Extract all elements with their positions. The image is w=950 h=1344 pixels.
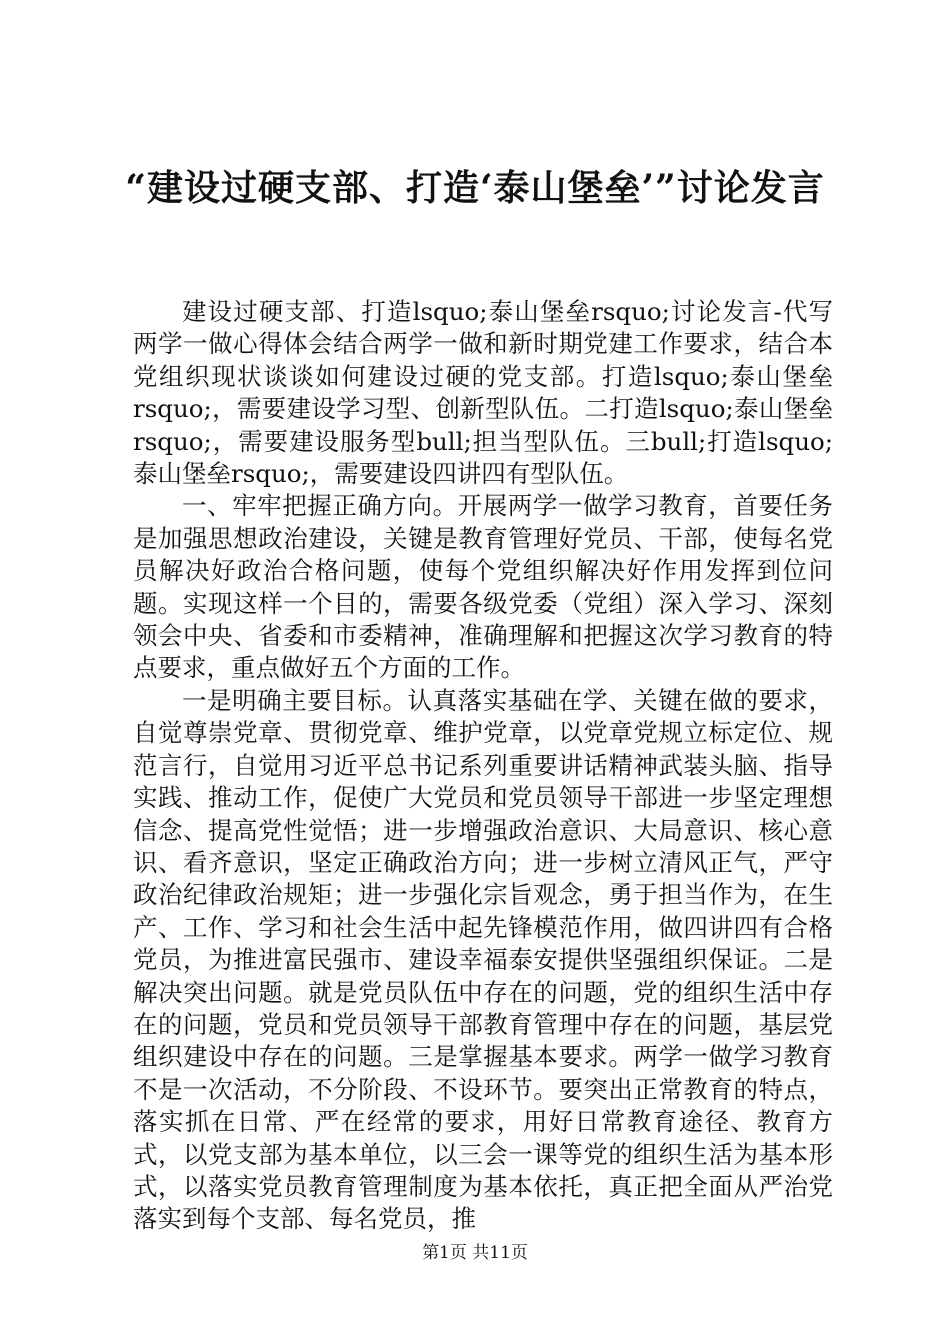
page-footer xyxy=(0,1243,950,1263)
paragraph-section-one: 一、牢牢把握正确方向。开展两学一做学习教育，首要任务是加强思想政治建设，关键是教育管理好党员、干部，使每名党员解决好政治合格问题，使每个党组织解决好作用发挥到位问题。实现这样一个目的，需要各级党委（党组）深入学习、深刻领会中央、省委和市委精神，准确理解和把握这次学习教育的特点要求，重点做好五个方面的工作。 xyxy=(133,491,833,683)
document-body xyxy=(133,296,833,1236)
document-title: “建设过硬支部、打造‘泰山堡垒’”讨论发言 xyxy=(125,167,825,209)
paragraph-intro: 建设过硬支部、打造lsquo;泰山堡垒rsquo;讨论发言-代写两学一做心得体会结合两学一做和新时期党建工作要求，结合本党组织现状谈谈如何建设过硬的党支部。打造lsquo;泰山堡垒rsquo;，需要建设学习型、创新型队伍。二打造lsquo;泰山堡垒rsquo;，需要建设服务型bull;担当型队伍。三bull;打造lsquo;泰山堡垒rsquo;，需要建设四讲四有型队伍。 xyxy=(133,297,833,489)
page-number: 第1页 共11页 xyxy=(422,1243,528,1263)
paragraph-goals: 一是明确主要目标。认真落实基础在学、关键在做的要求，自觉尊崇党章、贯彻党章、维护党章，以党章党规立标定位、规范言行，自觉用习近平总书记系列重要讲话精神武装头脑、指导实践、推动工作，促使广大党员和党员领导干部进一步坚定理想信念、提高党性觉悟；进一步增强政治意识、大局意识、核心意识、看齐意识，坚定正确政治方向；进一步树立清风正气，严守政治纪律政治规矩；进一步强化宗旨观念，勇于担当作为，在生产、工作、学习和社会生活中起先锋模范作用，做四讲四有合格党员，为推进富民强市、建设幸福泰安提供坚强组织保证。二是解决突出问题。就是党员队伍中存在的问题，党的组织生活中存在的问题，党员和党员领导干部教育管理中存在的问题，基层党组织建设中存在的问题。三是掌握基本要求。两学一做学习教育不是一次活动，不分阶段、不设环节。要突出正常教育的特点，落实抓在日常、严在经常的要求，用好日常教育途径、教育方式，以党支部为基本单位，以三会一课等党的组织生活为基本形式，以落实党员教育管理制度为基本依托，真正把全面从严治党落实到每个支部、每名党员，推 xyxy=(133,685,833,1234)
